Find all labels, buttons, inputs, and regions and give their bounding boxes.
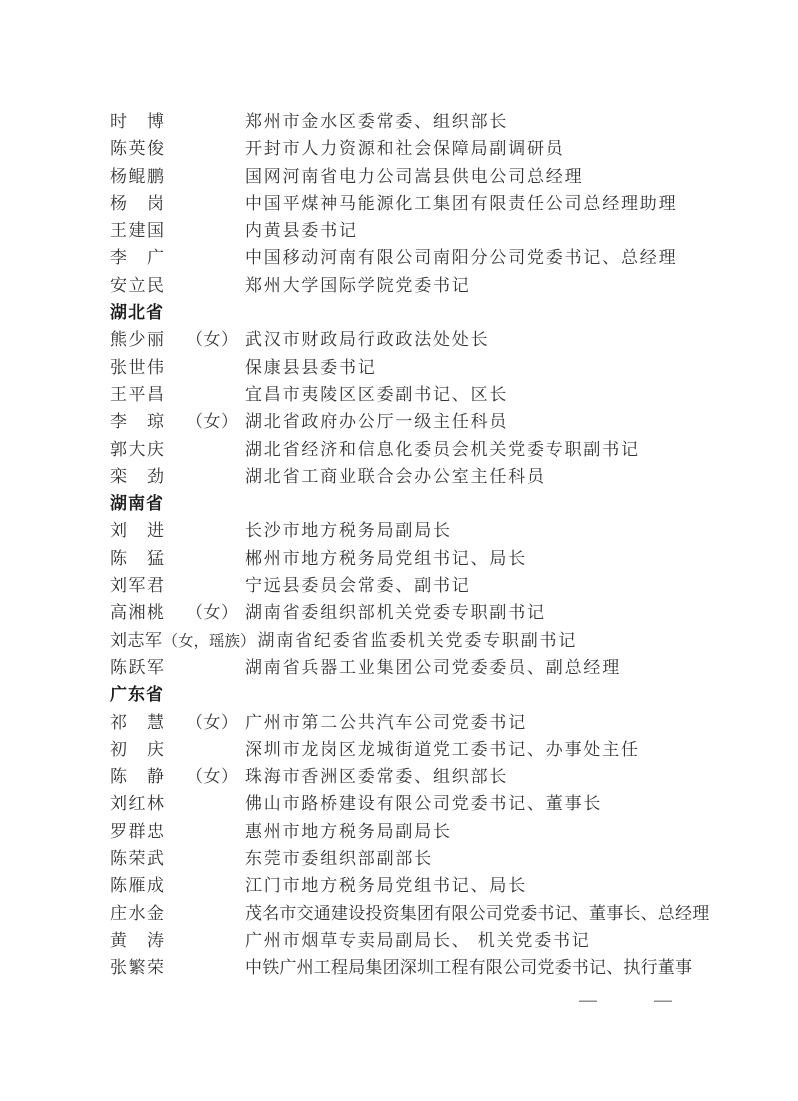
list-item	[110, 218, 750, 245]
list-item	[110, 355, 750, 382]
gender-note	[186, 382, 245, 409]
list-item	[110, 109, 750, 136]
gender-note	[186, 245, 245, 272]
gender-note	[186, 791, 245, 818]
person-position: 广州市第二公共汽车公司党委书记	[245, 712, 527, 733]
list-item	[110, 628, 750, 655]
gender-note	[186, 901, 245, 928]
person-name: 安立民	[110, 275, 166, 296]
person-name: 李 广	[110, 248, 166, 269]
gender-note	[186, 109, 245, 136]
person-position: 茂名市交通建设投资集团有限公司党委书记、董事长、总经理	[245, 903, 710, 924]
gender-note: （女）	[186, 767, 239, 788]
person-name: 陈跃军	[110, 657, 166, 678]
gender-note	[186, 737, 245, 764]
person-name: 陈 静	[110, 767, 166, 788]
person-position: 中国平煤神马能源化工集团有限责任公司总经理助理	[245, 193, 678, 214]
person-position: 惠州市地方税务局副局长	[245, 821, 452, 842]
person-name: 罗群忠	[110, 821, 166, 842]
person-name: 时 博	[110, 112, 166, 132]
person-position: 国网河南省电力公司嵩县供电公司总经理	[245, 166, 584, 187]
person-position: 佛山市路桥建设有限公司党委书记、董事长	[245, 794, 603, 815]
list-item	[110, 382, 750, 409]
person-name: 陈荣武	[110, 849, 166, 870]
gender-note	[186, 136, 245, 163]
person-name: 张繁荣	[110, 958, 166, 979]
gender-note	[186, 464, 245, 491]
list-item	[110, 273, 750, 300]
person-position: 郴州市地方税务局党组书记、局长	[245, 548, 527, 569]
gender-note	[186, 437, 245, 464]
list-item	[110, 136, 750, 163]
page-number-dash-left: —	[578, 988, 598, 1012]
person-position: 中铁广州工程局集团深圳工程有限公司党委书记、执行董事	[245, 958, 693, 979]
person-position: 湖北省政府办公厅一级主任科员	[245, 412, 509, 433]
person-position: 内黄县委书记	[245, 221, 358, 242]
list-item	[110, 873, 750, 900]
gender-ethnicity-note: （女，瑶族）	[162, 631, 256, 650]
list-item	[110, 710, 750, 737]
list-item	[110, 245, 750, 272]
person-position: 湖北省工商业联合会办公室主任科员	[245, 466, 546, 487]
list-item	[110, 409, 750, 436]
person-position: 湖南省纪委省监委机关党委专职副书记	[257, 630, 578, 651]
person-name: 王平昌	[110, 384, 166, 405]
person-name: 高湘桃	[110, 603, 166, 624]
gender-note	[186, 928, 245, 955]
person-name: 刘红林	[110, 794, 166, 815]
person-position: 广州市烟草专卖局副局长、 机关党委书记	[245, 930, 591, 951]
person-name: 刘志军	[110, 630, 163, 651]
gender-note: （女）	[186, 712, 239, 733]
gender-note	[186, 191, 245, 218]
gender-note	[186, 873, 245, 900]
gender-note: （女）	[186, 603, 239, 624]
list-item	[110, 191, 750, 218]
gender-note	[186, 355, 245, 382]
person-name: 杨鲲鹏	[110, 166, 166, 187]
person-name: 王建国	[110, 221, 166, 242]
person-position: 湖南省委组织部机关党委专职副书记	[245, 603, 546, 624]
gender-note	[186, 573, 245, 600]
list-item	[110, 791, 750, 818]
person-name: 熊少丽	[110, 330, 166, 351]
person-position: 长沙市地方税务局副局长	[245, 521, 452, 542]
person-position: 深圳市龙岗区龙城街道党工委书记、办事处主任	[245, 739, 640, 760]
person-name: 祁 慧	[110, 712, 166, 733]
person-position: 保康县县委书记	[245, 357, 377, 378]
list-item	[110, 737, 750, 764]
person-name: 刘军君	[110, 576, 166, 597]
person-position: 中国移动河南有限公司南阳分公司党委书记、总经理	[245, 248, 678, 269]
person-name: 庄水金	[110, 903, 166, 924]
gender-note	[186, 518, 245, 545]
person-name: 刘 进	[110, 521, 166, 542]
gender-note	[186, 846, 245, 873]
person-name: 黄 涛	[110, 930, 166, 951]
gender-note	[186, 819, 245, 846]
province-header-hunan: 湖南省	[110, 494, 164, 515]
list-item	[110, 764, 750, 791]
list-item	[110, 600, 750, 627]
person-position: 郑州大学国际学院党委书记	[245, 275, 471, 296]
province-header-hubei: 湖北省	[110, 303, 164, 324]
page-number-dash-right: —	[653, 988, 673, 1012]
list-item	[110, 955, 750, 982]
list-item	[110, 846, 750, 873]
person-position: 湖北省经济和信息化委员会机关党委专职副书记	[245, 439, 640, 460]
list-item	[110, 327, 750, 354]
gender-note	[186, 655, 245, 682]
list-item	[110, 518, 750, 545]
person-position: 湖南省兵器工业集团公司党委委员、副总经理	[245, 657, 621, 678]
person-position: 江门市地方税务局党组书记、局长	[245, 876, 527, 897]
person-name: 陈 猛	[110, 548, 166, 569]
person-position: 开封市人力资源和社会保障局副调研员	[245, 139, 565, 160]
person-position: 珠海市香洲区委常委、组织部长	[245, 767, 509, 788]
person-name: 陈英俊	[110, 139, 166, 160]
person-name: 栾 劲	[110, 466, 166, 487]
person-name: 杨 岗	[110, 193, 166, 214]
award-list	[110, 109, 750, 983]
person-name: 李 琼	[110, 412, 166, 433]
person-position: 宜昌市夷陵区区委副书记、区长	[245, 384, 509, 405]
list-item	[110, 546, 750, 573]
person-position: 郑州市金水区委常委、组织部长	[245, 112, 509, 132]
person-position: 东莞市委组织部副部长	[245, 849, 433, 870]
gender-note	[186, 955, 245, 982]
gender-note	[186, 273, 245, 300]
list-item	[110, 655, 750, 682]
list-item	[110, 164, 750, 191]
gender-note	[186, 546, 245, 573]
person-position: 宁远县委员会常委、副书记	[245, 576, 471, 597]
gender-note: （女）	[186, 412, 239, 433]
province-header-guangdong: 广东省	[110, 685, 164, 706]
person-name: 郭大庆	[110, 439, 166, 460]
list-item	[110, 573, 750, 600]
gender-note	[186, 218, 245, 245]
gender-note	[186, 164, 245, 191]
person-name: 初 庆	[110, 739, 166, 760]
person-name: 陈雁成	[110, 876, 166, 897]
person-position: 武汉市财政局行政政法处处长	[245, 330, 490, 351]
list-item	[110, 928, 750, 955]
list-item	[110, 437, 750, 464]
person-name: 张世伟	[110, 357, 166, 378]
gender-note: （女）	[186, 330, 239, 351]
list-item	[110, 819, 750, 846]
list-item	[110, 901, 750, 928]
list-item	[110, 464, 750, 491]
